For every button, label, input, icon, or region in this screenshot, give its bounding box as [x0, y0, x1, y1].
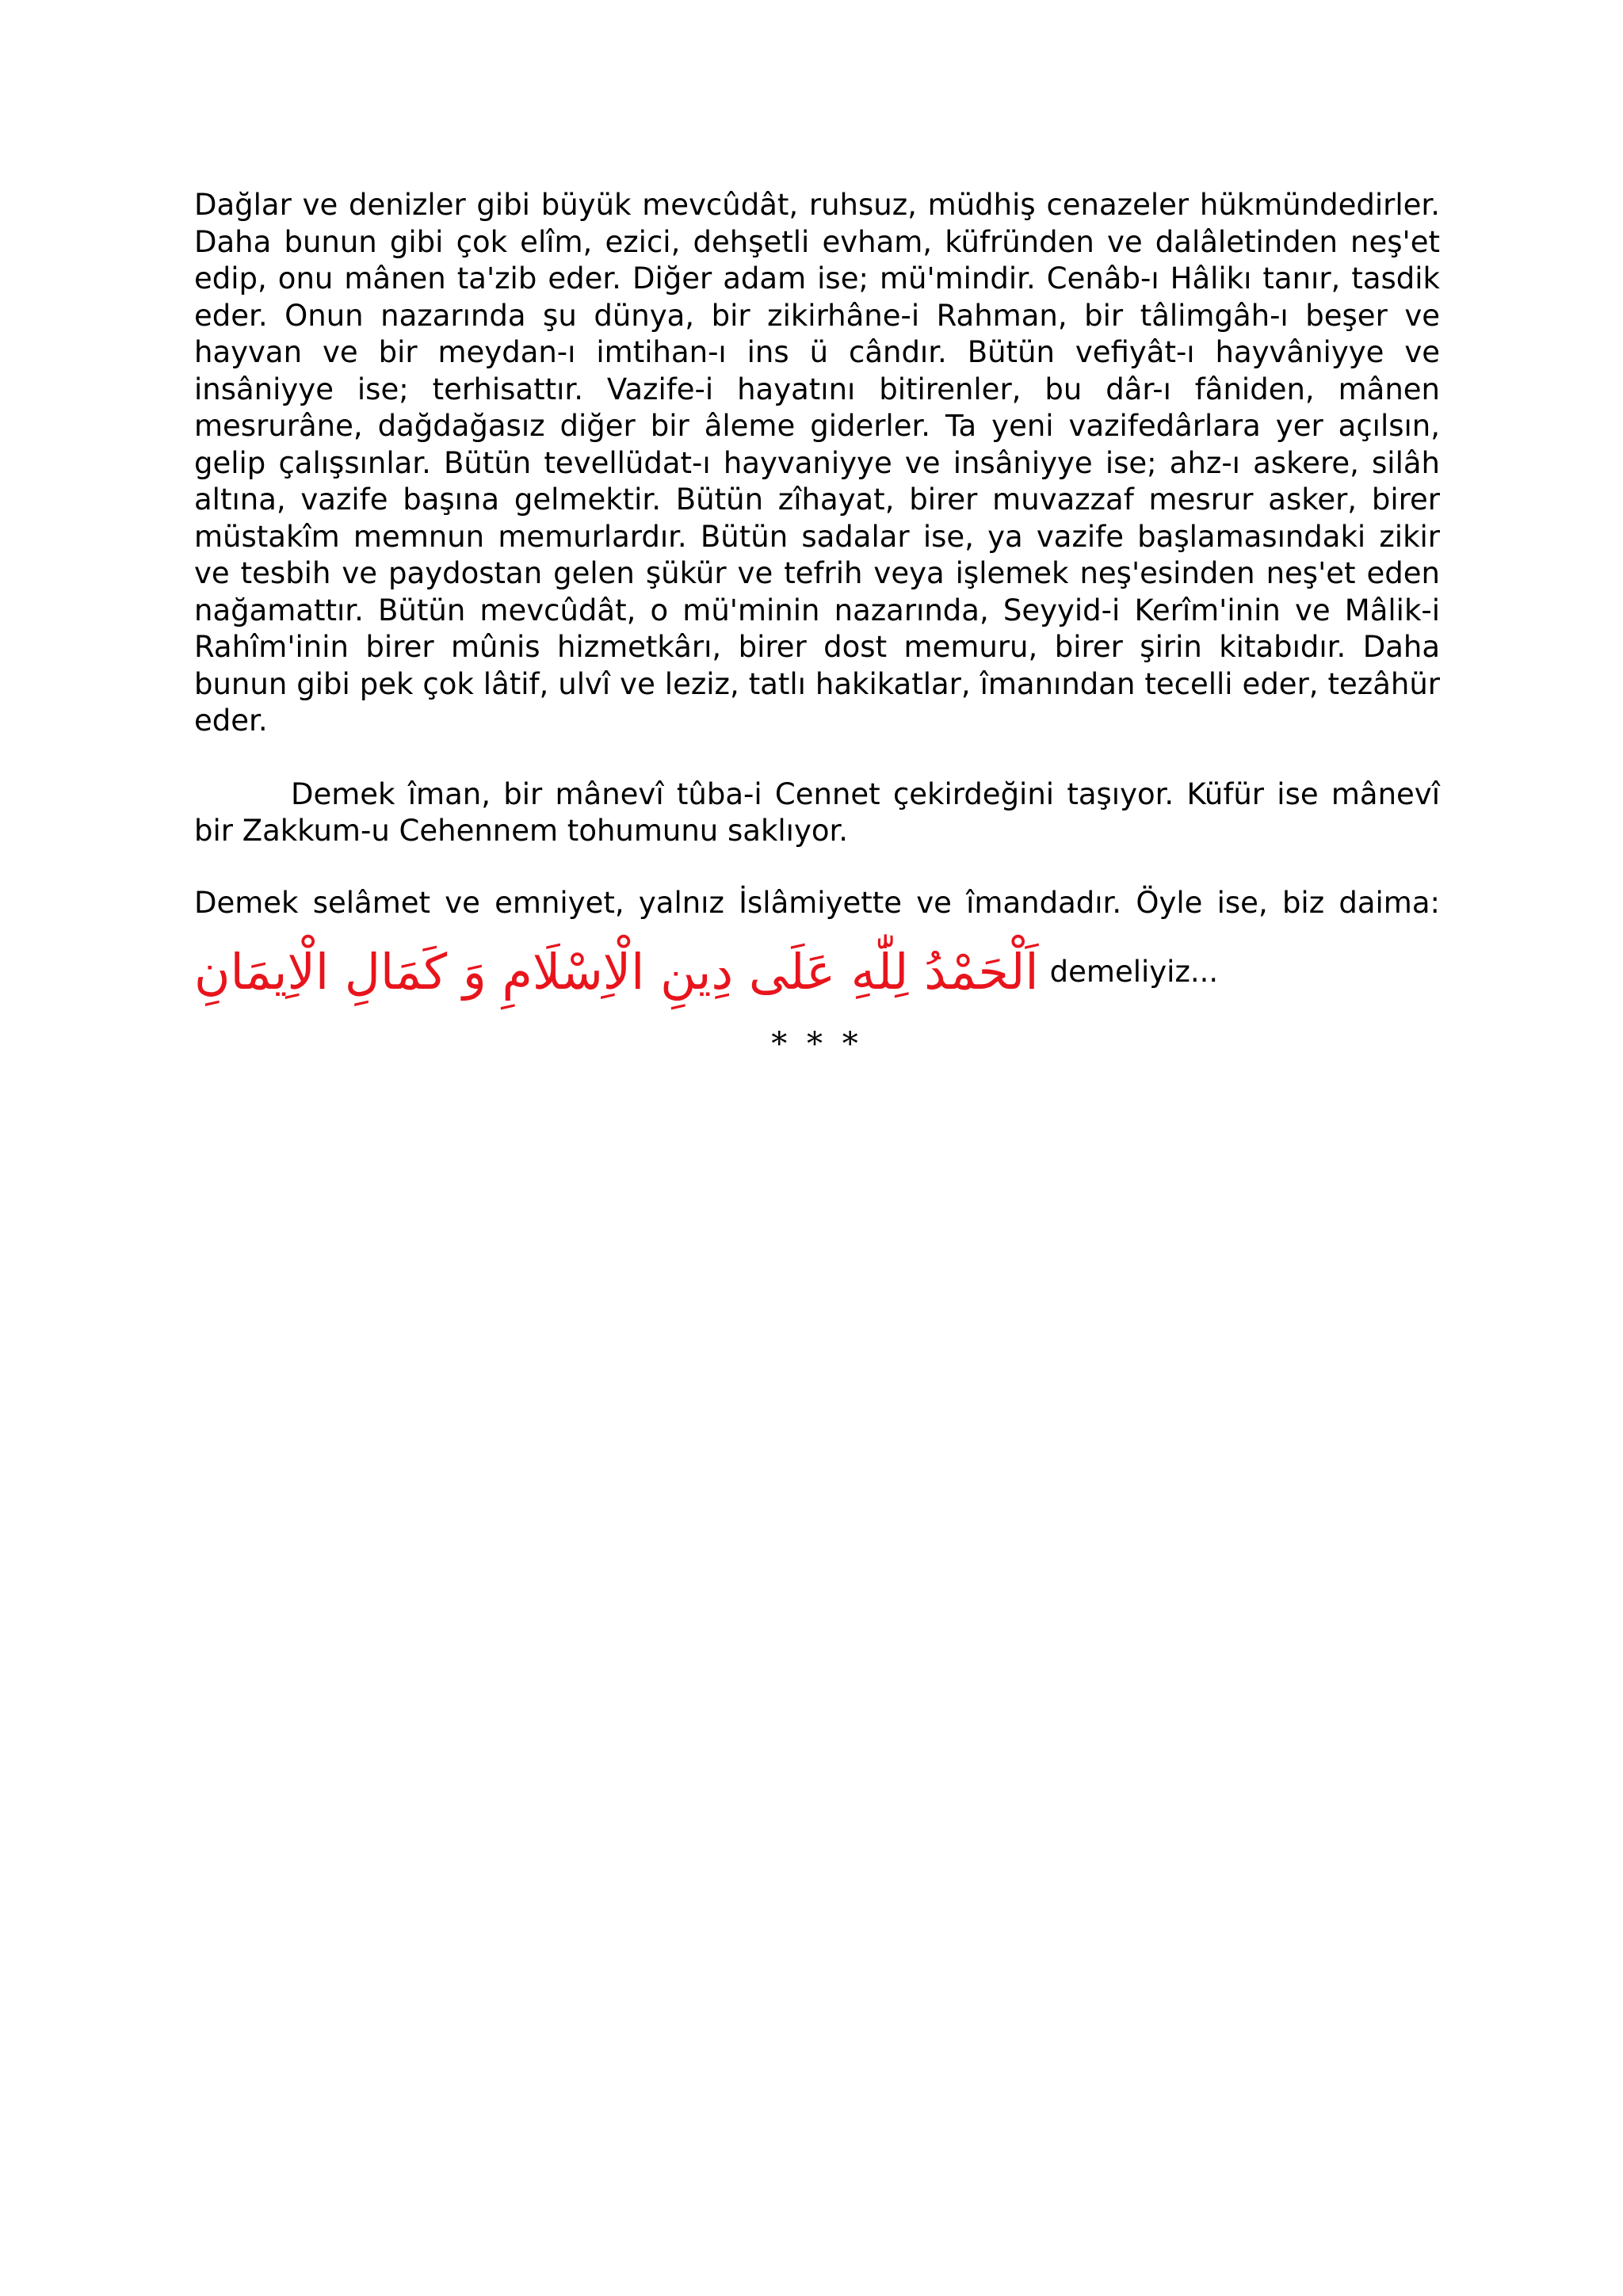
- section-separator: * * *: [771, 1025, 863, 1062]
- paragraph-selamet: Demek selâmet ve emniyet, yalnız İslâmiyette ve îmandadır. Öyle ise, biz daima:: [194, 885, 1440, 920]
- paragraph-main: Dağlar ve denizler gibi büyük mevcûdât, ruhsuz, müdhiş cenazeler hükmündedirler. Daha bunun gibi çok elîm, ezici, dehşetli evham, küfründen ve dalâletinden neş'et edip, onu mânen ta'zib eder. Diğer adam ise; mü'mindir. Cenâb-ı Hâlikı tanır, tasdik eder. Onun nazarında şu dünya, bir zikirhâne-i Rahman, bir tâlimgâh-ı beşer ve hayvan ve bir meydan-ı imtihan-ı ins ü cândır. Bütün vefiyât-ı hayvâniyye ve insâniyye ise; terhisattır. Vazife-i hayatını bitirenler, bu dâr-ı fâniden, mânen mesrurâne, dağdağasız diğer bir âleme giderler. Ta yeni vazifedârlara yer açılsın, gelip çalışsınlar. Bütün tevellüdat-ı hayvaniyye ve insâniyye ise; ahz-ı askere, silâh altına, vazife başına gelmektir. Bütün zîhayat, birer muvazzaf mesrur asker, birer müstakîm memnun memurlardır. Bütün sadalar ise, ya vazife başlamasındaki zikir ve tesbih ve paydostan gelen şükür ve tefrih veya işlemek neş'esinden neş'et eden nağamattır. Bütün mevcûdât, o mü'minin nazarında, Seyyid-i Kerîm'inin ve Mâlik-i Rahîm'inin birer mûnis hizmetkârı, birer dost memuru, birer şirin kitabıdır. Daha bunun gibi pek çok lâtif, ulvî ve leziz, tatlı hakikatlar, îmanından tecelli eder, tezâhür eder.: [194, 188, 1440, 738]
- arabic-phrase: اَلْحَمْدُ لِلّٰهِ عَلَى دِينِ الْاِسْلَامِ وَ كَمَالِ الْاِيمَانِ: [194, 942, 1039, 1001]
- arabic-suffix: demeliyiz...: [1049, 954, 1219, 989]
- arabic-line: [194, 939, 1440, 1004]
- paragraph-iman: Demek îman, bir mânevî tûba-i Cennet çekirdeğini taşıyor. Küfür ise mânevî bir Zakkum-u Cehennem tohumunu saklıyor.: [194, 776, 1440, 848]
- document-page: [194, 187, 1440, 1062]
